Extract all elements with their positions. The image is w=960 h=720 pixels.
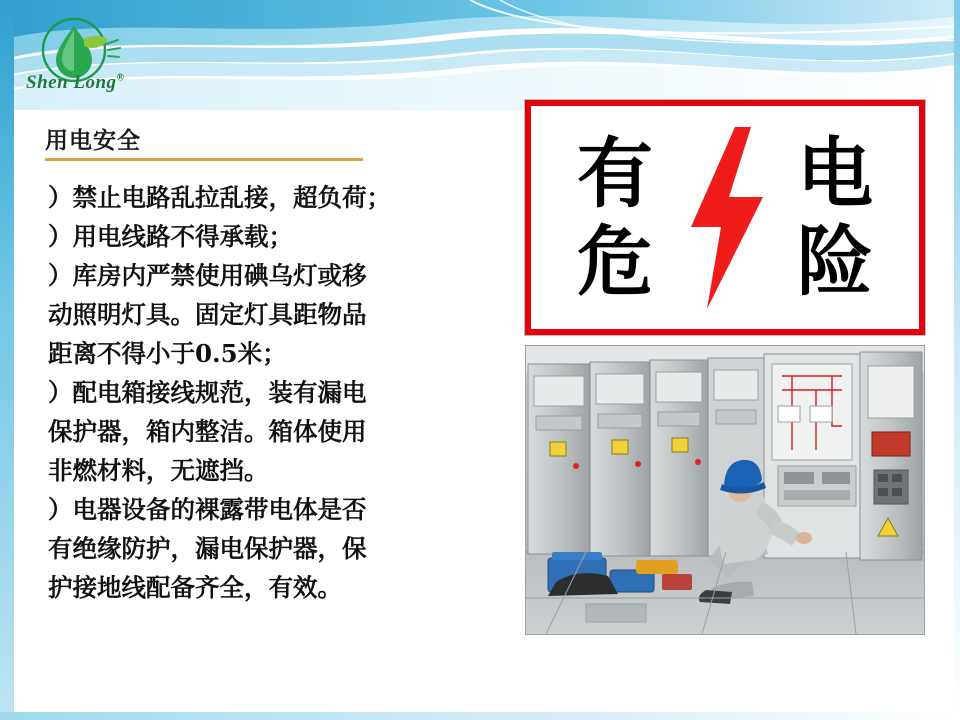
sign-inner: [536, 111, 914, 324]
sign-left-characters: 有危: [577, 128, 653, 306]
body-line: 动照明灯具。固定灯具距物品: [48, 300, 367, 329]
left-edge-accent: [0, 0, 14, 720]
bottom-edge-accent: [0, 712, 960, 720]
registered-mark: ®: [116, 72, 125, 84]
body-line: 有绝缘防护，漏电保护器，保: [48, 534, 367, 563]
body-line: 护接地线配备齐全，有效。: [48, 573, 342, 602]
body-line: ）电器设备的裸露带电体是否: [48, 495, 367, 524]
brand-name-text: Shen Long: [26, 72, 117, 93]
lightning-bolt-icon: [677, 123, 773, 313]
brand-name: [26, 72, 125, 94]
right-edge-accent: [954, 0, 960, 720]
body-line: 非燃材料，无遮挡。: [48, 456, 269, 485]
danger-high-voltage-sign: [525, 100, 925, 335]
body-line: ）配电箱接线规范，装有漏电: [48, 378, 367, 407]
body-text-block: [48, 178, 496, 607]
body-line: 距离不得小于0.5米；: [48, 339, 287, 368]
title-underline: [45, 158, 363, 161]
sign-right-characters: 电险: [797, 128, 873, 306]
body-line: ）禁止电路乱拉乱接，超负荷；: [48, 183, 391, 212]
body-line: 保护器，箱内整洁。箱体使用: [48, 417, 367, 446]
switchgear-maintenance-photo: [525, 345, 925, 635]
body-line: ）用电线路不得承载；: [48, 222, 293, 251]
decorative-header-banner: [0, 0, 960, 110]
page-title: 用电安全: [45, 128, 141, 154]
body-line: ）库房内严禁使用碘乌灯或移: [48, 261, 367, 290]
